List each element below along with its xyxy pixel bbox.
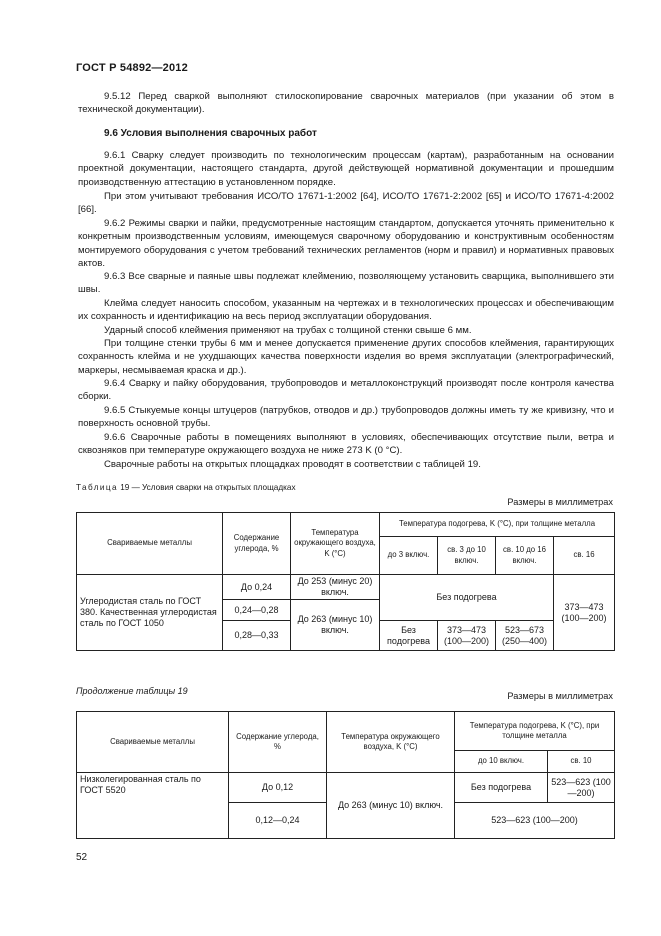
table-19 [76,512,615,651]
header-carbon: Содержание углерода, % [223,513,291,575]
paragraph: Ударный способ клеймения применяют на трубах с толщиной стенки свыше 6 мм. [104,325,472,336]
cell-no-preheat: Без подогрева [380,575,554,621]
header-thickness-4: св. 16 [554,537,615,575]
header-air-temp: Температура окружающего воздуха, K (°C) [291,513,380,575]
cell-preheat: 523—673 (250—400) [496,621,554,651]
paragraph: 9.6.4 Сварку и пайку оборудования, трубопроводов и металлоконструкций производят после контроля качества сборки. [78,378,614,403]
paragraph: Клейма следует наносить способом, указанным на чертежах и в технологических процессах и обеспечивающим их сохранность и идентификацию на весь период эксплуатации оборудования. [78,298,614,323]
header-metals: Свариваемые металлы [77,513,223,575]
table-continuation-caption: Продолжение таблицы 19 [76,686,188,696]
cell-preheat: 373—473 (100—200) [438,621,496,651]
paragraph: 9.6.1 Сварку следует производить по технологическим процессам (картам), разработанным на основании проектной документации, настоящего стандарта, другой действующей нормативной документации и прошедшим производственную аттестацию в установленном порядке. [78,150,614,188]
paragraph: Сварочные работы на открытых площадках проводят в соответствии с таблицей 19. [104,459,481,470]
cell-over16: 373—473 (100—200) [554,575,615,651]
paragraph: При толщине стенки трубы 6 мм и менее допускается применение других способов клеймения, гарантирующих сохранность клейма и не ухудшающих качества поверхности изделия во время эксплуатации (электрографический, маркеры, несмываемая краска и др.). [78,338,614,376]
cell-carbon: До 0,12 [229,773,327,803]
paragraph: 9.6.6 Сварочные работы в помещениях выполняют в условиях, обеспечивающих отсутствие пыли, ветра и сквозняков при температуре окружающего воздуха не ниже 273 K (0 °C). [78,432,614,457]
paragraph: 9.6.2 Режимы сварки и пайки, предусмотренные настоящим стандартом, допускается уточнять применительно к конкретным производственным условиям, имеющемуся сварочному оборудованию и конструктивным особенностям монтируемого оборудования с учетом требований технических регламентов (норм и правил) и нормативных правовых актов. [78,218,614,270]
paragraph: При этом учитывают требования ИСО/ТО 17671-1:2002 [64], ИСО/ТО 17671-2:2002 [65] и ИСО/ТО 17671-4:2002 [66]. [78,191,614,216]
header-metals: Свариваемые металлы [77,712,229,773]
header-thickness-1: до 10 включ. [455,751,548,773]
header-thickness-2: св. 3 до 10 включ. [438,537,496,575]
header-preheat: Температура подогрева, K (°C), при толщине металла [380,513,615,537]
header-thickness-1: до 3 включ. [380,537,438,575]
table-caption [76,483,296,492]
cell-preheat: 523—623 (100—200) [548,773,615,803]
cell-air-temp: До 263 (минус 10) включ. [291,600,380,651]
table-units: Размеры в миллиметрах [507,497,613,507]
cell-carbon: 0,12—0,24 [229,803,327,839]
table-caption-text: 19 — Условия сварки на открытых площадках [120,483,296,492]
cell-preheat: Без подогрева [380,621,438,651]
document-header: ГОСТ Р 54892—2012 [76,62,188,74]
table-units: Размеры в миллиметрах [507,691,613,701]
cell-carbon: До 0,24 [223,575,291,600]
table-19-continuation [76,711,615,839]
header-air-temp: Температура окружающего воздуха, K (°C) [327,712,455,773]
header-thickness-2: св. 10 [548,751,615,773]
section-title: 9.6 Условия выполнения сварочных работ [104,128,317,139]
header-preheat: Температура подогрева, K (°C), при толщине металла [455,712,615,751]
cell-air-temp: До 253 (минус 20) включ. [291,575,380,600]
cell-carbon: 0,28—0,33 [223,621,291,651]
page-number: 52 [76,852,88,863]
paragraph: 9.6.3 Все сварные и паяные швы подлежат клеймению, позволяющему установить сварщика, выполнившего эти швы. [78,271,614,296]
cell-metal: Углеродистая сталь по ГОСТ 380. Качественная углеродистая сталь по ГОСТ 1050 [77,575,223,651]
cell-preheat: 523—623 (100—200) [455,803,615,839]
header-thickness-3: св. 10 до 16 включ. [496,537,554,575]
table-caption-word: Таблица [76,483,118,492]
header-carbon: Содержание углерода, % [229,712,327,773]
paragraph: 9.5.12 Перед сваркой выполняют стилоскопирование сварочных материалов (при указании об этом в технической документации). [78,91,614,116]
paragraph: 9.6.5 Стыкуемые концы штуцеров (патрубков, отводов и др.) трубопроводов должны иметь ту же кривизну, что и поверхность основной трубы. [78,405,614,430]
cell-air-temp: До 263 (минус 10) включ. [327,773,455,839]
cell-metal: Низколегированная сталь по ГОСТ 5520 [77,773,229,839]
cell-preheat: Без подогрева [455,773,548,803]
cell-carbon: 0,24—0,28 [223,600,291,621]
